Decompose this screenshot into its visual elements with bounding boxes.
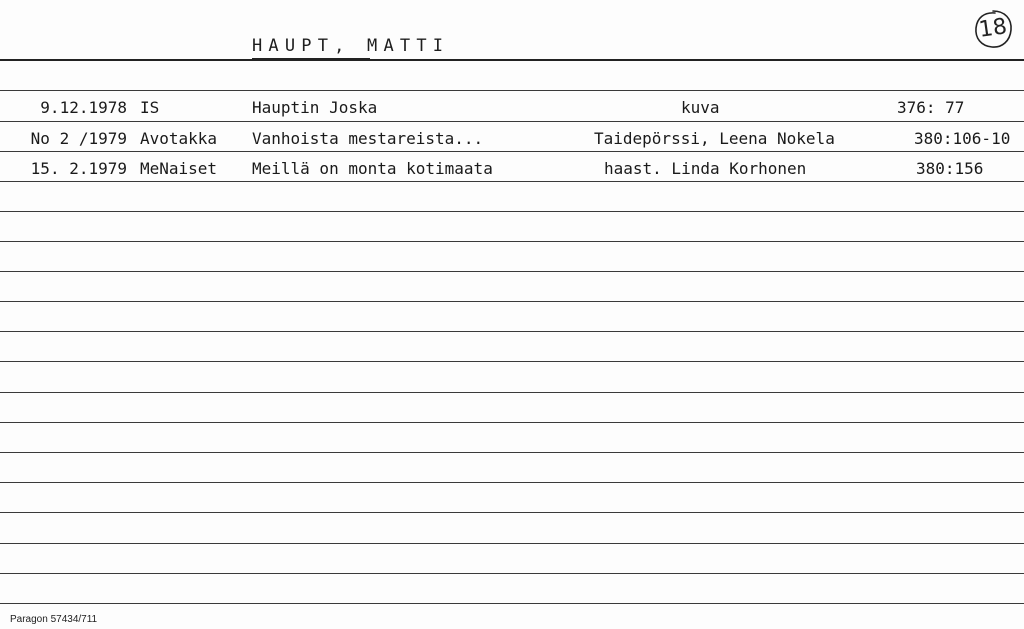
entry-source: IS xyxy=(140,98,160,117)
entry-row xyxy=(0,154,1024,184)
entry-row xyxy=(0,93,1024,123)
entry-date: 15. 2.1979 xyxy=(30,159,127,178)
entry-note: haast. Linda Korhonen xyxy=(604,159,807,178)
entry-date: 9.12.1978 xyxy=(40,98,127,117)
entry-reference: 376: 77 xyxy=(897,98,965,117)
entry-title: Vanhoista mestareista... xyxy=(252,129,484,148)
entry-title: Hauptin Joska xyxy=(252,98,378,117)
entry-source: MeNaiset xyxy=(140,159,218,178)
entry-row xyxy=(0,124,1024,154)
circled-number: 18 xyxy=(977,14,1009,43)
entry-note: kuva xyxy=(681,98,720,117)
entry-title: Meillä on monta kotimaata xyxy=(252,159,493,178)
card-footer: Paragon 57434/711 xyxy=(10,614,98,625)
entry-date: No 2 /1979 xyxy=(30,129,127,148)
card-heading: HAUPT, MATTI xyxy=(252,36,450,56)
entry-note: Taidepörssi, Leena Nokela xyxy=(594,129,835,148)
entry-source: Avotakka xyxy=(140,129,218,148)
entry-reference: 380:156 xyxy=(916,159,984,178)
entry-reference: 380:106-10 xyxy=(914,129,1011,148)
